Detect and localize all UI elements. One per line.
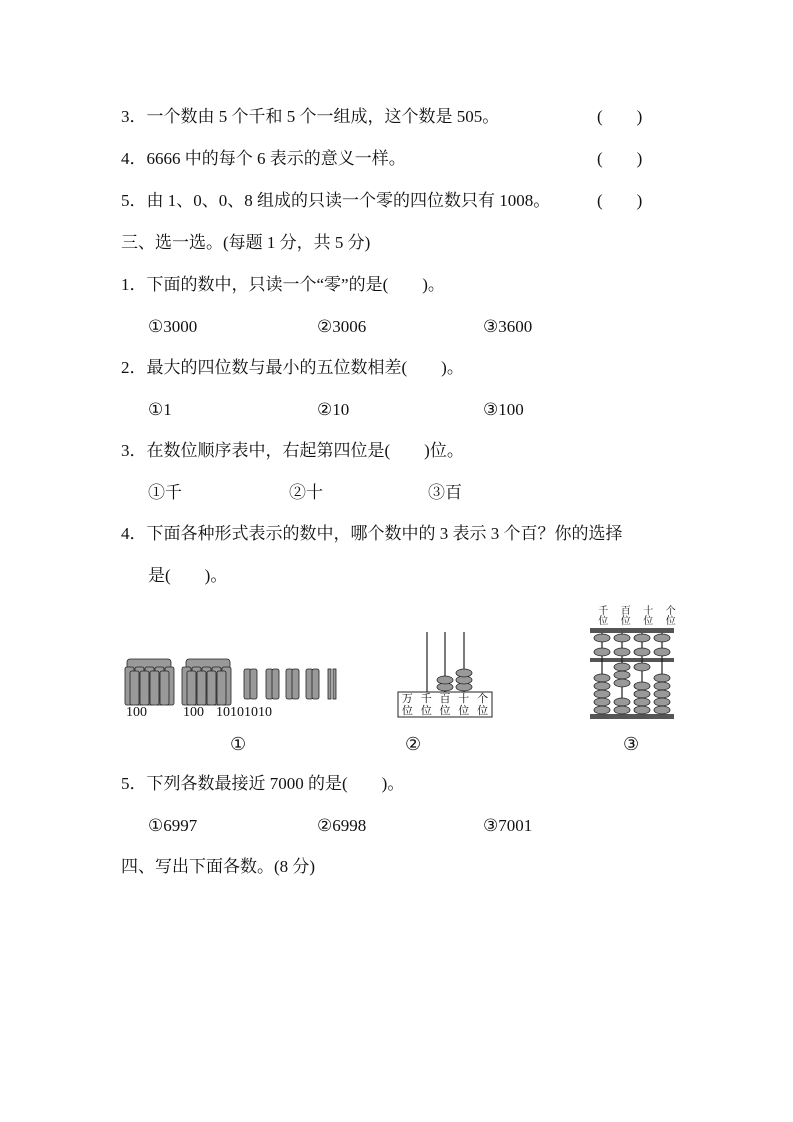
bundle-labels — [126, 705, 272, 721]
place-label: 百 位 — [439, 693, 451, 717]
answer-paren[interactable]: ( ) — [597, 191, 643, 210]
bundle-label: 10 — [258, 705, 272, 720]
item-number: 4． — [121, 149, 147, 168]
question-text: 下列各数最接近 7000 的是( )。 — [146, 774, 405, 793]
option-3[interactable]: ③7001 — [483, 816, 533, 835]
figure-caption-2: ② — [405, 734, 422, 754]
abacus-place-labels — [592, 607, 682, 627]
question-text: 下面各种形式表示的数中，哪个数中的 3 表示 3 个百？你的选择 — [146, 524, 623, 543]
judge-item-5 — [121, 190, 550, 212]
question-text: 下面的数中，只读一个“零”的是( )。 — [146, 275, 445, 294]
question-4-continued: 是( )。 — [148, 566, 228, 585]
item-number: 5． — [121, 191, 147, 210]
item-number: 5． — [121, 774, 147, 793]
option-1[interactable]: ①3000 — [148, 317, 198, 336]
abacus-top-bar — [590, 628, 674, 633]
option-2[interactable]: ②十 — [289, 483, 323, 502]
bundle-label: 100 — [126, 705, 147, 720]
abacus-figure — [590, 628, 674, 720]
option-2[interactable]: ②10 — [317, 400, 350, 419]
counter-place-labels — [398, 693, 492, 717]
item-text: 由 1、0、0、8 组成的只读一个零的四位数只有 1008。 — [146, 191, 551, 210]
judge-item-3 — [121, 106, 499, 128]
section-title-3: 三、选一选。(每题 1 分，共 5 分) — [121, 233, 371, 252]
place-label: 个 位 — [477, 693, 489, 717]
place-label: 百 位 — [620, 606, 631, 627]
item-text: 一个数由 5 个千和 5 个一组成，这个数是 505。 — [146, 107, 500, 126]
abacus-bottom-bar — [590, 714, 674, 719]
place-label: 十 位 — [458, 693, 470, 717]
place-label: 千 位 — [598, 606, 609, 627]
bundle-label: 10 — [230, 705, 244, 720]
item-number: 3． — [121, 441, 147, 460]
option-3[interactable]: ③3600 — [483, 317, 533, 336]
figure-caption-3: ③ — [623, 734, 640, 754]
question-5 — [121, 773, 404, 795]
judge-item-4 — [121, 148, 406, 170]
option-2[interactable]: ②6998 — [317, 816, 367, 835]
place-label: 千 位 — [420, 693, 432, 717]
option-1[interactable]: ①6997 — [148, 816, 198, 835]
question-3 — [121, 440, 464, 462]
option-2[interactable]: ②3006 — [317, 317, 367, 336]
item-number: 4． — [121, 524, 147, 543]
option-1[interactable]: ①千 — [148, 483, 182, 502]
bundle-label: 100 — [183, 705, 204, 720]
section-title-4: 四、写出下面各数。(8 分) — [121, 857, 316, 876]
bundle-label: 10 — [244, 705, 258, 720]
place-label: 万 位 — [401, 693, 413, 717]
option-3[interactable]: ③100 — [483, 400, 524, 419]
option-3[interactable]: ③百 — [428, 483, 462, 502]
answer-paren[interactable]: ( ) — [597, 107, 643, 126]
item-number: 3． — [121, 107, 147, 126]
question-text: 最大的四位数与最小的五位数相差( )。 — [146, 358, 464, 377]
question-4 — [121, 523, 623, 545]
place-label: 十 位 — [643, 606, 654, 627]
item-number: 2． — [121, 358, 147, 377]
question-2 — [121, 357, 464, 379]
question-text: 在数位顺序表中，右起第四位是( )位。 — [146, 441, 464, 460]
answer-paren[interactable]: ( ) — [597, 149, 643, 168]
place-label: 个 位 — [665, 606, 676, 627]
question-1 — [121, 274, 445, 296]
item-number: 1． — [121, 275, 147, 294]
figure-caption-1: ① — [230, 734, 247, 754]
item-text: 6666 中的每个 6 表示的意义一样。 — [146, 149, 406, 168]
bundle-label: 10 — [216, 705, 230, 720]
option-1[interactable]: ①1 — [148, 400, 172, 419]
